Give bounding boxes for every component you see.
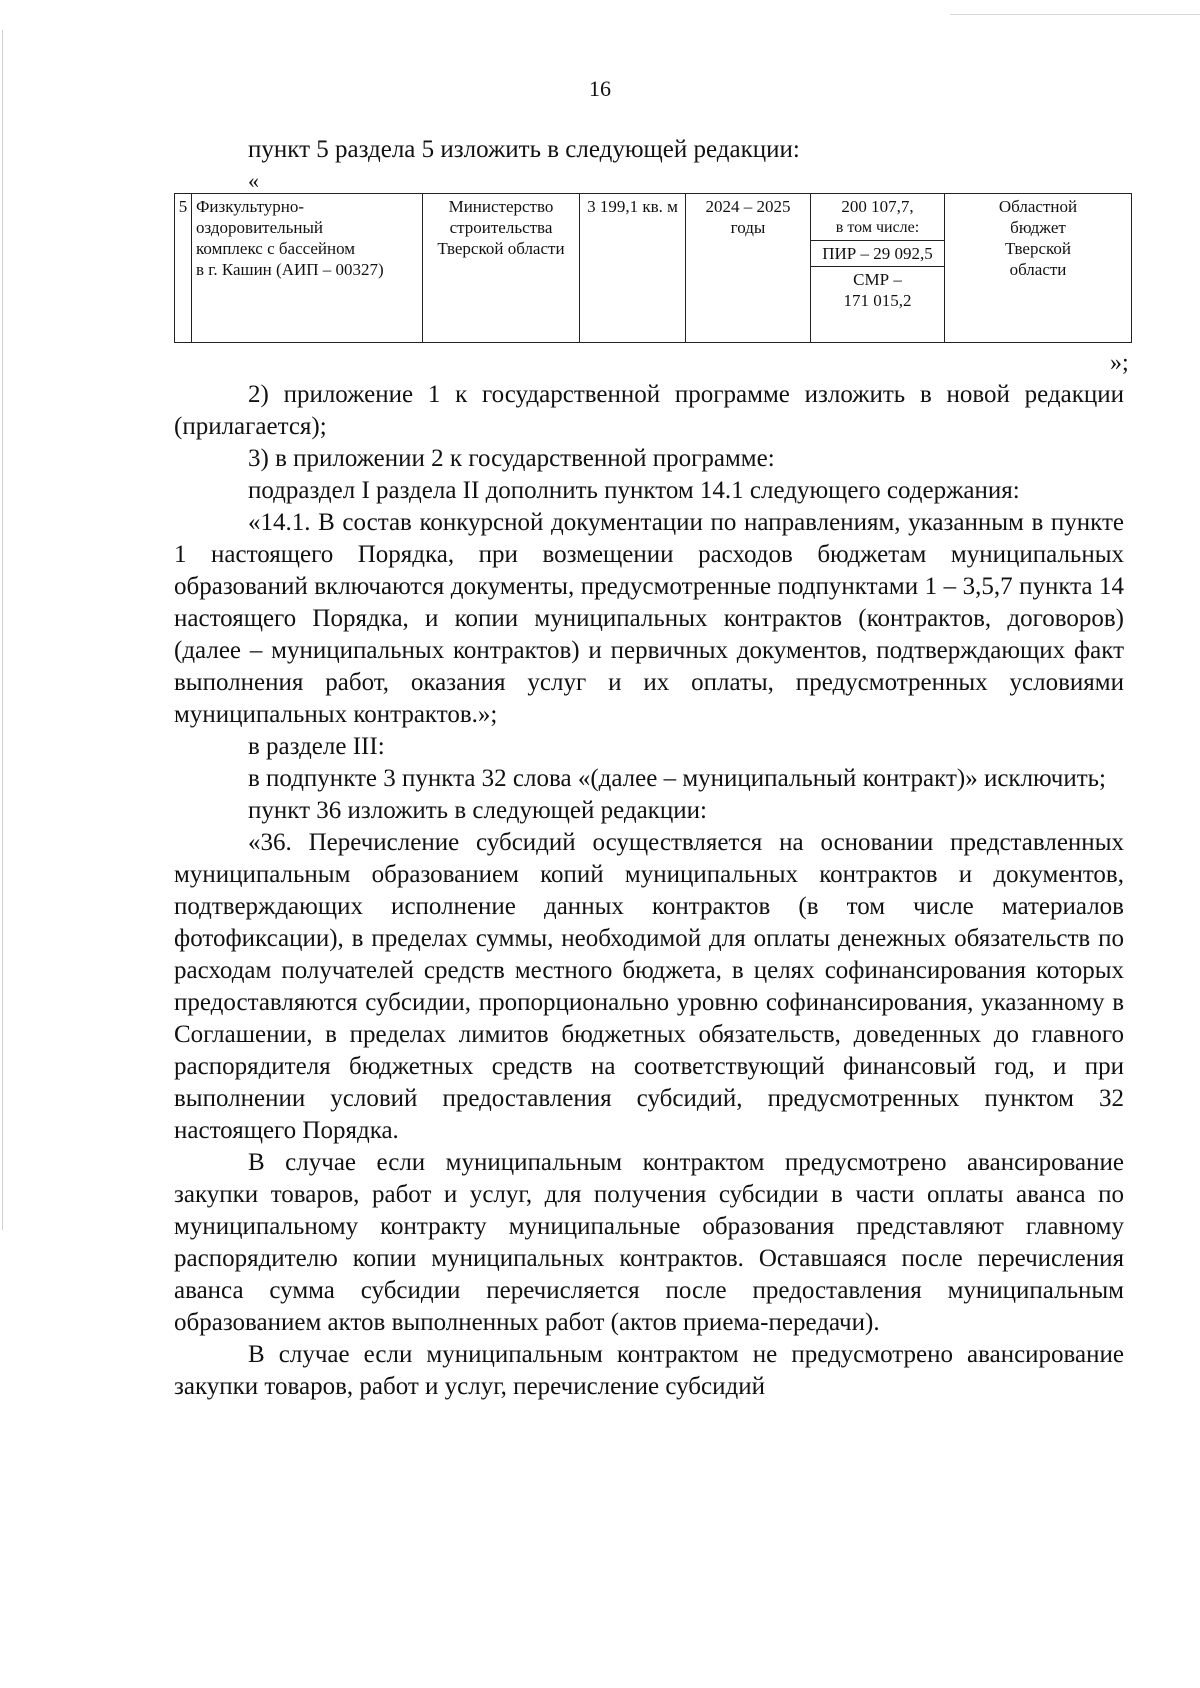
ministry-line: Тверской области	[437, 239, 565, 258]
years-cell	[686, 194, 811, 343]
cost-total-block	[811, 194, 944, 240]
paragraph: 2) приложение 1 к государственной программе изложить в новой редакции (прилагается);	[174, 381, 1124, 440]
area-value: 3 199,1 кв. м	[587, 197, 678, 216]
cost-smr-label: СМР –	[853, 270, 902, 289]
intro-line: пункт 5 раздела 5 изложить в следующей редакции:	[248, 136, 800, 163]
row-number: 5	[178, 197, 188, 216]
funding-source-cell	[945, 194, 1132, 343]
cost-including: в том числе:	[835, 219, 920, 236]
cost-smr-block	[811, 266, 944, 313]
open-quote: «	[248, 168, 259, 193]
object-line: Физкультурно-	[196, 197, 305, 216]
paragraph: в подпункте 3 пункта 32 слова «(далее – муниципальный контракт)» исключить;	[248, 765, 1107, 792]
object-line: оздоровительный	[196, 218, 324, 237]
source-line: области	[1009, 260, 1067, 279]
years-label: годы	[730, 218, 766, 237]
object-cell	[192, 194, 423, 343]
scan-edge-line	[2, 30, 3, 1230]
object-line: комплекс с бассейном	[196, 239, 356, 258]
paragraph: «36. Перечисление субсидий осуществляется на основании представленных муниципальным образованием копий муниципальных контрактов и документов, подтверждающих исполнение данных контрактов (в том числе материалов фотофиксации), в пределах суммы, необходимой для оплаты денежных обязательств по расходам получателей средств местного бюджета, в целях софинансирования которых предоставляются субсидии, пропорционально уровню софинансирования, указанному в Соглашении, в пределах лимитов бюджетных обязательств, доведенных до главного распорядителя бюджетных средств на соответствующий финансовый год, и при выполнении условий предоставления субсидий, предусмотренных пунктом 32 настоящего Порядка.	[174, 829, 1124, 1144]
table-row	[175, 194, 1132, 343]
paragraph: В случае если муниципальным контрактом не предусмотрено авансирование закупки товаров, работ и услуг, перечисление субсидий	[174, 1341, 1124, 1400]
cost-cell	[811, 194, 945, 343]
paragraph: 3) в приложении 2 к государственной программе:	[248, 445, 775, 472]
page-number: 16	[589, 76, 611, 101]
paragraph: В случае если муниципальным контрактом предусмотрено авансирование закупки товаров, работ и услуг, для получения субсидии в части оплаты аванса по муниципальному контракту муниципальные образования представляют главному распорядителю копии муниципальных контрактов. Оставшаяся после перечисления аванса сумма субсидии перечисляется после предоставления муниципальным образованием актов выполненных работ (актов приема-передачи).	[174, 1149, 1124, 1336]
paragraph: пункт 36 изложить в следующей редакции:	[248, 797, 707, 824]
source-line: Областной	[998, 197, 1078, 216]
object-line: в г. Кашин (АИП – 00327)	[196, 260, 384, 279]
paragraph: «14.1. В состав конкурсной документации по направлениям, указанным в пункте 1 настоящего Порядка, при возмещении расходов бюджетам муниципальных образований включаются документы, предусмотренные подпунктами 1 – 3,5,7 пункта 14 настоящего Порядка, и копии муниципальных контрактов (контрактов, договоров) (далее – муниципальных контрактов) и первичных документов, подтверждающих факт выполнения работ, оказания услуг и их оплаты, предусмотренных условиями муниципальных контрактов.»;	[174, 509, 1124, 728]
cost-total: 200 107,7,	[841, 197, 914, 216]
scan-edge-line	[950, 14, 1200, 15]
paragraph: в разделе III:	[248, 733, 385, 760]
close-quote: »;	[1110, 350, 1129, 376]
ministry-cell	[423, 194, 580, 343]
program-table	[174, 193, 1132, 343]
source-line: Тверской	[1004, 239, 1072, 258]
source-line: бюджет	[1010, 218, 1066, 237]
ministry-line: строительства	[449, 218, 553, 237]
area-cell	[580, 194, 686, 343]
cost-pir: ПИР – 29 092,5	[822, 244, 933, 263]
paragraph: подраздел I раздела II дополнить пунктом 14.1 следующего содержания:	[248, 477, 1020, 504]
cost-pir-block	[811, 240, 944, 266]
cost-smr-value: 171 015,2	[843, 291, 912, 310]
body-text	[174, 379, 1124, 1403]
ministry-line: Министерство	[448, 197, 554, 216]
row-number-cell	[175, 194, 192, 343]
years-range: 2024 – 2025	[705, 197, 791, 216]
